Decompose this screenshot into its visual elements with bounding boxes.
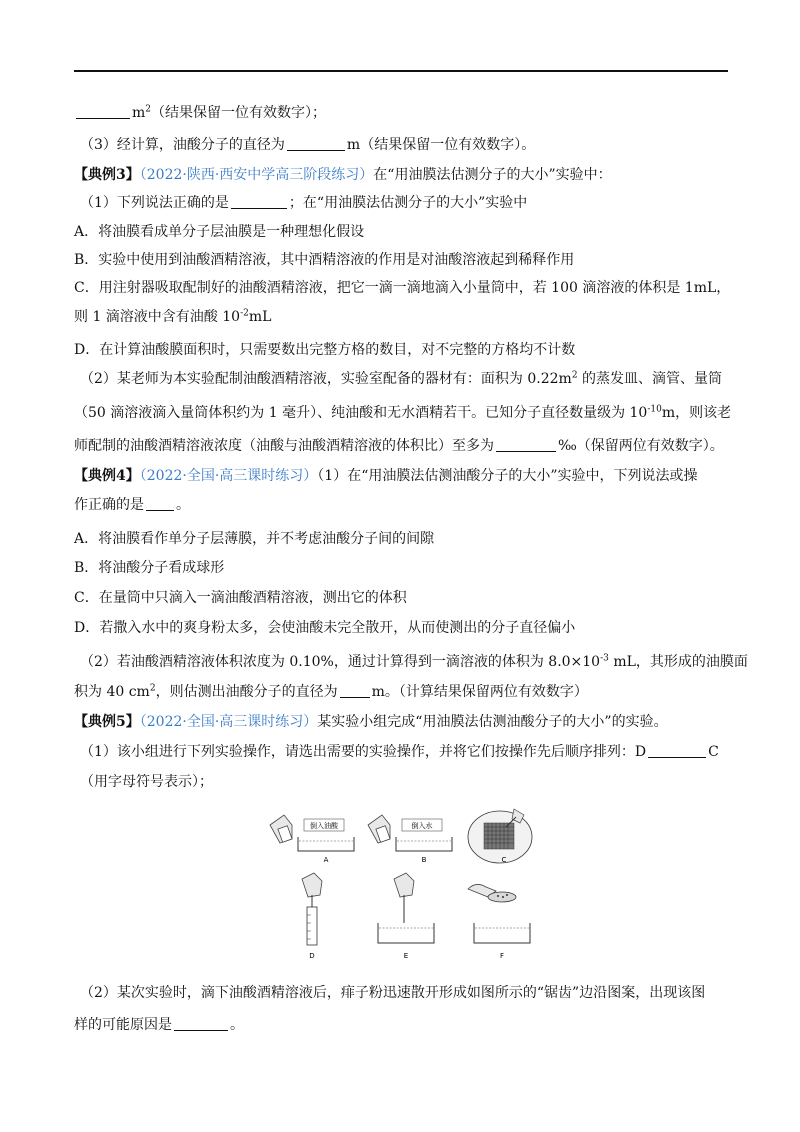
ex3-option-a: A．将油膜看成单分子层油膜是一种理想化假设 <box>74 224 365 240</box>
label-d: D <box>309 952 315 960</box>
ex4-option-c: C．在量筒中只滴入一滴油酸酒精溶液，测出它的体积 <box>74 590 407 606</box>
ex3-option-c-line1: C．用注射器吸取配制好的油酸酒精溶液，把它一滴一滴地滴入小量筒中，若 100 滴溶液的体积是 1mL， <box>74 280 731 296</box>
ex4-q2-line2: 积为 40 $cm^2$，则估测出油酸分子的直径为 m。（计算结果保留两位有效数字） <box>74 683 588 700</box>
source-link[interactable]: （2022·全国·高三课时练习） <box>139 468 318 484</box>
ex3-q2-line1: （2）某老师为本实验配制油酸酒精溶液，实验室配备的器材有：面积为 $0.22m^2$ 的蒸发皿、滴管、量筒 <box>80 370 722 387</box>
example-3-title: 【典例3】（2022·陕西·西安中学高三阶段练习）在“用油膜法估测分子的大小”实验中： <box>74 167 612 183</box>
step-d-illustration <box>302 873 322 960</box>
step-a-illustration <box>270 815 354 864</box>
ex3-q2-line2: （50 滴溶液滴入量筒体积约为 1 毫升）、纯油酸和无水酒精若干。已知分子直径数量级为 $10^{-10}m$，则该老 <box>74 404 732 421</box>
answer-blank[interactable] <box>146 496 174 511</box>
label-c: C <box>501 856 507 864</box>
example-5-title: 【典例5】（2022·全国·高三课时练习）某实验小组完成“用油膜法估测油酸分子的大小”的实验。 <box>74 714 668 730</box>
answer-blank[interactable] <box>174 1016 228 1031</box>
ex5-q2-line2: 样的可能原因是 。 <box>74 1017 244 1033</box>
label-e: E <box>403 952 409 960</box>
label-f: F <box>499 952 505 960</box>
ex5-q2-line1: （2）某次实验时，滴下油酸酒精溶液后，痱子粉迅速散开形成如图所示的“锯齿”边沿图案，出现该图 <box>80 985 706 1001</box>
label-a: A <box>323 856 329 864</box>
header-rule <box>74 70 728 72</box>
ex4-option-d: D．若撒入水中的爽身粉太多，会使油酸未完全散开，从而使测出的分子直径偏小 <box>74 620 576 636</box>
answer-blank[interactable] <box>76 104 130 119</box>
source-link[interactable]: （2022·全国·高三课时练习） <box>139 714 318 730</box>
ex4-q2-line1: （2）若油酸酒精溶液体积浓度为 0.10%，通过计算得到一滴溶液的体积为 $8.0\times 10^{-3}$ mL，其形成的油膜面 <box>80 653 748 670</box>
example-4-title: 【典例4】（2022·全国·高三课时练习）（1）在“用油膜法估测油酸分子的大小”实验中，下列说法或操 <box>74 468 698 484</box>
ex3-option-b: B．实验中使用到油酸酒精溶液，其中酒精溶液的作用是对油酸溶液起到稀释作用 <box>74 252 575 268</box>
ex4-option-a: A．将油膜看作单分子层薄膜，并不考虑油酸分子间的间隙 <box>74 531 435 547</box>
answer-blank[interactable] <box>496 437 556 452</box>
source-link[interactable]: （2022·陕西·西安中学高三阶段练习） <box>139 167 374 183</box>
label-b: B <box>421 856 427 864</box>
ex4-option-b: B．将油酸分子看成球形 <box>74 560 225 576</box>
answer-blank[interactable] <box>231 194 287 209</box>
ex3-option-d: D．在计算油酸膜面积时，只需要数出完整方格的数目，对不完整的方格均不计数 <box>74 342 576 358</box>
ex3-q2-line3: 师配制的油酸酒精溶液浓度（油酸与油酸酒精溶液的体积比）至多为 ‰（保留两位有效数字）。 <box>74 438 724 454</box>
ex3-option-c-line2: 则 1 滴溶液中含有油酸 $10^{-2}mL$ <box>74 308 272 325</box>
caption-b: 倒入水 <box>411 822 433 830</box>
question-3-diameter: （3）经计算，油酸分子的直径为 m（结果保留一位有效数字）。 <box>80 137 536 153</box>
answer-blank[interactable] <box>648 743 706 758</box>
caption-a: 倒入油酸 <box>310 822 338 830</box>
step-c-illustration <box>468 809 532 864</box>
answer-line-area: $m^2$（结果保留一位有效数字）； <box>74 103 734 123</box>
ex4-q1-line2: 作正确的是 。 <box>74 497 190 513</box>
ex5-q1-line1: （1）该小组进行下列实验操作，请选出需要的实验操作，并将它们按操作先后顺序排列：D C <box>80 744 719 760</box>
ex3-q1: （1）下列说法正确的是 ；在“用油膜法估测分子的大小”实验中 <box>80 195 528 211</box>
answer-blank[interactable] <box>287 136 345 151</box>
step-b-illustration <box>368 815 452 864</box>
ex5-q1-line2: （用字母符号表示）； <box>80 774 213 790</box>
experiment-figure <box>262 805 538 965</box>
answer-blank[interactable] <box>340 683 370 698</box>
step-f-illustration <box>468 884 530 960</box>
step-e-illustration <box>378 873 434 960</box>
